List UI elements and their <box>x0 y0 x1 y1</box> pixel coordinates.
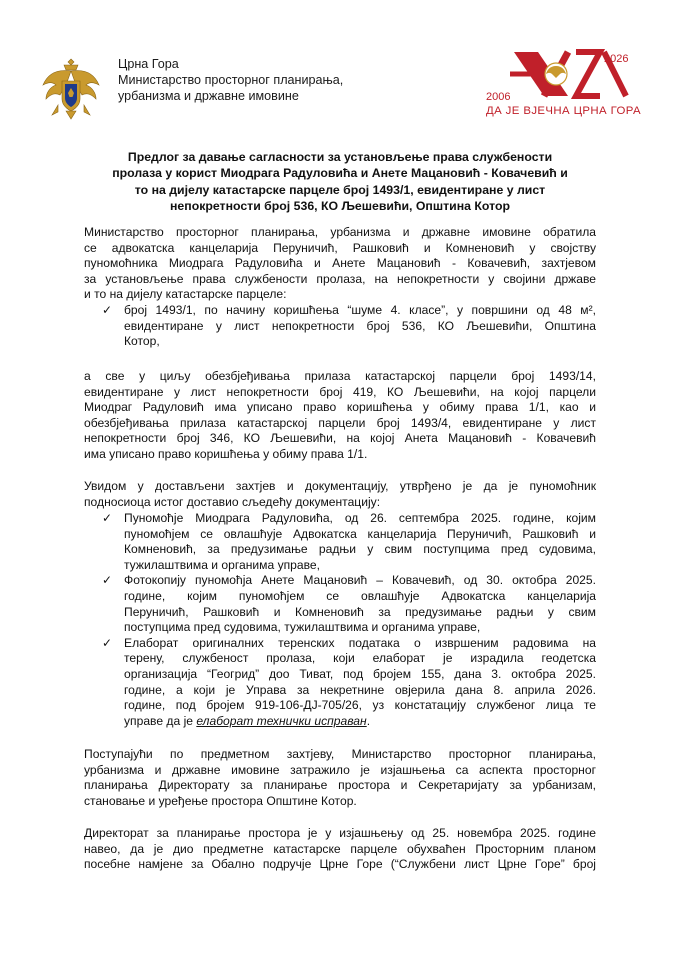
paragraph-line: планирања Директорату за планирање простора и Секретаријату за урбанизам, <box>84 778 596 793</box>
title-line: непокретности број 536, КО Љешевићи, Општина Котор <box>170 198 510 213</box>
paragraph-line: и то на дијелу катастарске парцеле: <box>84 287 287 302</box>
paragraph-line: Директорат за планирање простора је у изјашњењу од 25. новембра 2025. године <box>84 826 596 840</box>
checkmark-icon: ✓ <box>102 635 113 650</box>
emphasized-phrase: елаборат технички исправан <box>196 713 367 728</box>
paragraph-line: за установљење права службености пролаза, на непокретности у својини државе <box>84 271 596 286</box>
list-item <box>84 573 596 635</box>
list-item-line: организација “Геогрид” доо Тиват, под бројем 155, дана 3. октобра 2025. <box>124 666 596 681</box>
ministry-name-line-1: Министарство просторног планирања, <box>118 73 344 87</box>
list-item <box>84 636 596 730</box>
list-item-line: Перуничић, Рашковић и Комненовић за предузимање радњи у свим <box>124 604 596 619</box>
anniversary-slogan: ДА ЈЕ ВЈЕЧНА ЦРНА ГОРА <box>486 105 642 117</box>
list-item-line: поступцима пред судовима, тужилаштвима и органима управе, <box>124 620 481 635</box>
documentation-list <box>84 511 596 729</box>
paragraph-line: пуномоћника Миодрага Радуловића и Анете Мацановић - Ковачевић, захтјевом <box>84 256 596 271</box>
paragraph-line: Министарство просторног планирања, урбанизма и државне имовине обратила <box>84 225 596 239</box>
paragraph-request <box>84 225 596 303</box>
paragraph-line: Увидом у достављени захтјев и документацију, утврђено је да је пуномоћник <box>84 479 596 493</box>
ministry-name-line-2: урбанизма и државне имовине <box>118 89 299 103</box>
paragraph-line: има уписано право коришћења у обиму права 1/1. <box>84 446 368 461</box>
checkmark-icon: ✓ <box>102 303 113 317</box>
title-line: то на дијелу катастарске парцеле број 1493/1, евидентиране у лист <box>134 182 546 197</box>
list-item-line: Елаборат оригиналних теренских података о извршеним радовима на <box>124 635 596 650</box>
title-line: Предлог за давање сагласности за установљење права службености <box>127 150 553 164</box>
list-item-line <box>124 714 596 730</box>
checkmark-icon: ✓ <box>102 511 113 525</box>
checkmark-icon: ✓ <box>102 573 113 588</box>
paragraph-opinions <box>84 747 596 809</box>
list-item <box>84 303 596 350</box>
list-item <box>84 511 596 573</box>
paragraph-line: посебне намјене за Обално подручје Црне Горе (“Службени лист Црне Горе” број <box>84 857 596 872</box>
paragraph-line: евидентиране у лист непокретности број 419, КО Љешевићи, на којој парцели <box>84 384 596 399</box>
paragraph-purpose <box>84 369 596 463</box>
document-title <box>80 149 600 214</box>
paragraph-line: урбанизма и државне имовине затражило је изјашњења са аспекта просторног <box>84 762 596 777</box>
list-item-line: Котор, <box>124 334 160 349</box>
list-item-line: евидентиране у лист непокретности број 536, КО Љешевићи, Општина <box>124 318 596 333</box>
country-name: Црна Гора <box>118 57 179 71</box>
paragraph-directorate <box>84 826 596 873</box>
anniversary-year-end: 2026 <box>604 53 629 65</box>
title-line: пролаза у корист Миодрага Радуловића и Анете Мацановић - Ковачевић и <box>112 166 568 181</box>
anniversary-year-start: 2006 <box>486 91 511 103</box>
list-item-line: Фотокопију пуномоћја Анете Мацановић – Ковачевић, од 30. октобра 2025. <box>124 573 596 588</box>
coat-of-arms-icon <box>40 55 102 121</box>
paragraph-line: се адвокатска канцеларија Перуничић, Рашковић и Комненовић у својству <box>84 240 596 255</box>
list-item-line: број 1493/1, по начину коришћења “шуме 4. класе”, у површини од 48 м², <box>124 303 596 317</box>
list-item-line: тужилаштвима и органима управе, <box>124 557 321 572</box>
ministry-header <box>118 56 343 104</box>
list-item-line: терену, службеност пролаза, који елаборат је израдила геодетска <box>124 651 596 666</box>
paragraph-line: становање и уређење простора Општине Котор. <box>84 793 357 808</box>
paragraph-line: а све у циљу обезбјеђивања прилаза катастарској парцели број 1493/14, <box>84 369 596 383</box>
paragraph-line: непокретности број 346, КО Љешевићи, на којој Анета Мацановић - Ковачевић <box>84 431 596 446</box>
paragraph-documentation <box>84 479 596 510</box>
list-item-line: године, којим пуномоћјем се овлашћује Адвокатска канцеларија <box>124 588 596 603</box>
list-item-line: године, под бројем 919-106-ДЈ-705/26, уз констатацију службеног лица те <box>124 698 596 713</box>
paragraph-line: Миодраг Радуловић има уписано право коришћења у обиму права 1/1, као и <box>84 400 596 415</box>
line-suffix: . <box>366 713 371 728</box>
paragraph-line: Поступајући по предметном захтјеву, Министарство просторног планирања, <box>84 747 596 761</box>
list-item-line: Комненовић, за предузимање радњи у свим поступцима пред судовима, <box>124 542 596 557</box>
line-prefix: управе да је <box>124 713 197 728</box>
list-item-line: Пуномоћје Миодрага Радуловића, од 26. септембра 2025. године, којим <box>124 511 596 525</box>
list-item-line: године, а који је Управа за некретнине овјерила дана 8. априла 2026. <box>124 682 596 697</box>
paragraph-line: обезбјеђивања прилаза катастарској парцели број 1493/4, евидентиране у лист <box>84 415 596 430</box>
paragraph-line: навео, да је дио предметне катастарске парцеле обухваћен Просторним планом <box>84 841 596 856</box>
paragraph-line: подносиоца истог доставио сљедећу документацију: <box>84 494 381 509</box>
list-item-line: пуномоћјем се овлашћује Адвокатска канцеларија Перуничић, Рашковић и <box>124 526 596 541</box>
parcel-bullet <box>84 303 596 350</box>
